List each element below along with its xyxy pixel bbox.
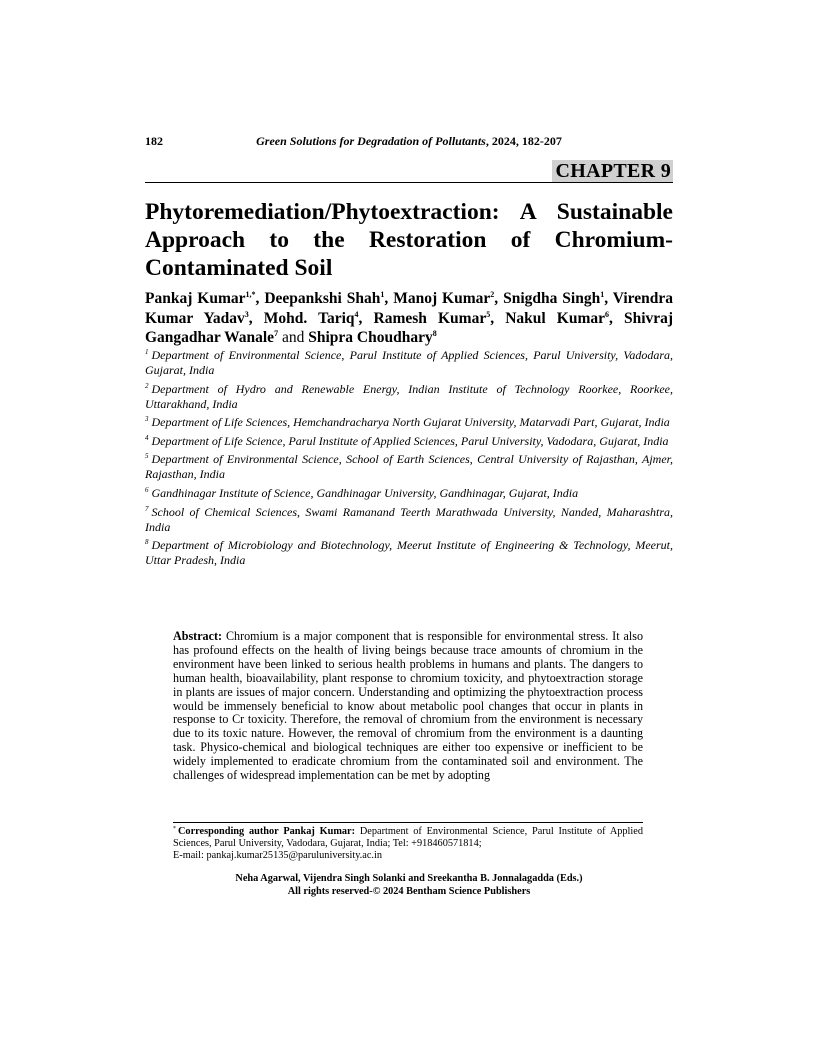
author-separator: , (494, 290, 504, 307)
author-list (145, 289, 673, 348)
affiliation-number: 7 (145, 504, 149, 513)
affiliation-number: 8 (145, 538, 149, 547)
editors-line: Neha Agarwal, Vijendra Singh Solanki and Sreekantha B. Jonnalagadda (Eds.) (235, 873, 583, 884)
footnote-label: Corresponding author Pankaj Kumar: (178, 826, 356, 837)
affiliation (145, 415, 673, 430)
author-separator: and (278, 329, 309, 346)
affiliation-text: Gandhinagar Institute of Science, Gandhinagar University, Gandhinagar, Gujarat, India (151, 485, 579, 500)
affiliation-text: Department of Microbiology and Biotechnology, Meerut Institute of Engineering & Technology, Meerut, Uttar Pradesh, India (145, 538, 673, 568)
affiliation-number: 6 (145, 485, 149, 494)
author-affiliation-marker: 3 (244, 309, 249, 319)
affiliation-number: 2 (145, 381, 149, 390)
author-separator: , (490, 309, 506, 327)
footnote-marker: * (173, 825, 176, 832)
corresponding-author-footnote (173, 826, 643, 863)
affiliation (145, 382, 673, 412)
author-separator: , (248, 309, 264, 327)
affiliation (145, 538, 673, 568)
journal-year-pages: , 2024, 182-207 (485, 134, 562, 148)
author-name: Shivraj Gangadhar Wanale (145, 309, 674, 346)
author-affiliation-marker: 1,* (245, 289, 256, 299)
author-name: Nakul Kumar (505, 309, 605, 327)
abstract-text: Chromium is a major component that is responsible for environmental stress. It also has profound effects on the health of living beings because trace amounts of chromium in the environment have been linked to serious health problems in humans and plants. The dangers to human health, bioavailability, plant response to chromium toxicity, and phytoextraction storage in plants are issues of major concern. Understanding and optimizing the phytoextraction process would be immensely beneficial to know about metabolic pool changes that occur in plants in response to Cr toxicity. Therefore, the removal of chromium from the environment is necessary due to its toxic nature. However, the removal of chromium from the environment is a daunting task. Physico-chemical and biological techniques are either too expensive or inefficient to be widely implemented to eradicate chromium from the contaminated soil and environment. The challenges of widespread implementation can be met by adopting (173, 629, 643, 783)
author-name: Snigdha Singh (503, 290, 601, 307)
author-affiliation-marker: 6 (604, 309, 609, 319)
rights-line: All rights reserved-© 2024 Bentham Science Publishers (287, 885, 531, 897)
author-name: Ramesh Kumar (373, 309, 487, 327)
affiliation-text: Department of Environmental Science, Parul Institute of Applied Sciences, Parul University, Vadodara, Gujarat, India (145, 348, 673, 377)
journal-title: Green Solutions for Degradation of Pollutants (256, 134, 486, 148)
author-affiliation-marker: 4 (354, 309, 359, 319)
author-affiliation-marker: 8 (432, 328, 437, 338)
author-separator: , (384, 290, 394, 307)
author-affiliation-marker: 2 (490, 289, 495, 299)
affiliation-number: 4 (145, 433, 149, 442)
journal-citation (145, 134, 673, 149)
author-name: Virendra Kumar Yadav (145, 290, 674, 327)
affiliation-number: 3 (145, 415, 149, 424)
author-name: Deepankshi Shah (264, 290, 381, 307)
affiliation-list (145, 348, 673, 572)
footnote-email: E-mail: pankaj.kumar25135@paruluniversity.ac.in (173, 850, 382, 862)
author-separator: , (604, 290, 613, 307)
author-name: Mohd. Tariq (263, 309, 355, 327)
affiliation (145, 434, 673, 449)
affiliation (145, 348, 673, 378)
chapter-label: CHAPTER 9 (552, 160, 673, 182)
publisher-info (145, 873, 673, 898)
footnote-rule (173, 822, 643, 823)
abstract (173, 630, 643, 783)
footnote-text: Department of Environmental Science, Parul Institute of Applied Sciences, Parul University, Vadodara, Gujarat, India; Tel: +918460571814; (173, 826, 643, 850)
affiliation-text: School of Chemical Sciences, Swami Ramanand Teerth Marathwada University, Nanded, Maharashtra, India (145, 504, 673, 534)
affiliation-number: 5 (145, 452, 149, 461)
author-affiliation-marker: 5 (486, 309, 491, 319)
affiliation-text: Department of Environmental Science, School of Earth Sciences, Central University of Rajasthan, Ajmer, Rajasthan, India (145, 452, 673, 482)
author-separator: , (608, 309, 624, 327)
abstract-label: Abstract: (173, 629, 223, 643)
author-affiliation-marker: 1 (600, 289, 605, 299)
affiliation (145, 505, 673, 535)
page-number: 182 (145, 134, 163, 148)
affiliation-text: Department of Life Sciences, Hemchandracharya North Gujarat University, Matarvadi Part, Gujarat, India (151, 415, 670, 430)
author-separator: , (255, 290, 265, 307)
affiliation (145, 452, 673, 482)
author-affiliation-marker: 7 (274, 328, 279, 338)
affiliation-text: Department of Life Science, Parul Institute of Applied Sciences, Parul University, Vadodara, Gujarat, India (151, 433, 669, 448)
author-name: Shipra Choudhary (308, 329, 433, 346)
author-separator: , (358, 309, 374, 327)
affiliation-number: 1 (145, 348, 149, 356)
chapter-title: Phytoremediation/Phytoextraction: A Sustainable Approach to the Restoration of Chromium-Contaminated Soil (145, 199, 673, 281)
affiliation (145, 486, 673, 501)
author-affiliation-marker: 1 (380, 289, 385, 299)
affiliation-text: Department of Hydro and Renewable Energy, Indian Institute of Technology Roorkee, Roorkee, Uttarakhand, India (145, 381, 673, 411)
author-name: Pankaj Kumar (145, 290, 246, 307)
author-name: Manoj Kumar (393, 290, 491, 307)
chapter-header (145, 160, 673, 183)
running-head (145, 134, 673, 150)
